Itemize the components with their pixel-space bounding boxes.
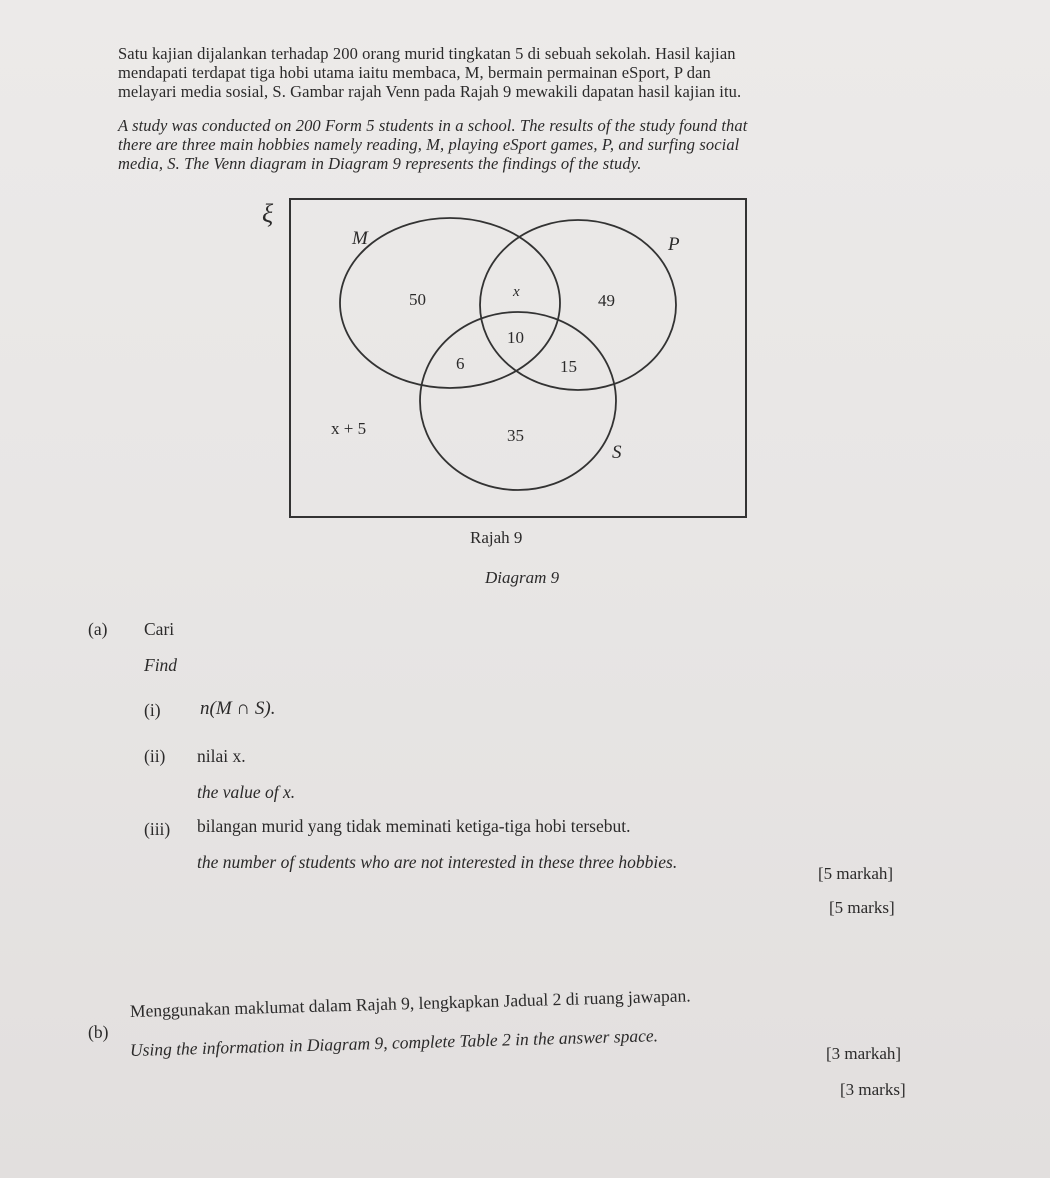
item-i-number: (i) bbox=[144, 700, 161, 720]
item-ii-text-english: the value of x. bbox=[197, 782, 296, 802]
item-iii-number: (iii) bbox=[144, 819, 171, 839]
part-b-marks-english: [3 marks] bbox=[840, 1080, 906, 1099]
part-a-label: (a) bbox=[88, 619, 108, 639]
set-p-label: P bbox=[668, 234, 680, 255]
set-m-label: M bbox=[352, 228, 368, 249]
intro-english-line: media, S. The Venn diagram in Diagram 9 represents the findings of the study. bbox=[118, 154, 642, 173]
part-b-text-malay: Menggunakan maklumat dalam Rajah 9, lengkapkan Jadual 2 di ruang jawapan. bbox=[129, 985, 691, 1021]
region-m-only: 50 bbox=[409, 290, 426, 309]
set-m-circle bbox=[340, 218, 560, 388]
region-m-p-only: x bbox=[513, 284, 520, 300]
item-ii-number: (ii) bbox=[144, 746, 166, 766]
diagram-caption-english: Diagram 9 bbox=[485, 568, 560, 587]
region-p-only: 49 bbox=[598, 291, 615, 310]
part-a-instruction-english: Find bbox=[144, 655, 178, 675]
part-b-text-english: Using the information in Diagram 9, complete Table 2 in the answer space. bbox=[129, 1025, 659, 1060]
part-a-marks-english: [5 marks] bbox=[829, 898, 895, 917]
intro-malay-line: mendapati terdapat tiga hobi utama iaitu membaca, M, bermain permainan eSport, P dan bbox=[118, 63, 711, 82]
part-b-marks-malay: [3 markah] bbox=[826, 1044, 902, 1063]
region-m-p-s: 10 bbox=[507, 328, 524, 347]
intro-malay-line: melayari media sosial, S. Gambar rajah Venn pada Rajah 9 mewakili dapatan hasil kajian itu. bbox=[118, 82, 742, 101]
region-s-only: 35 bbox=[507, 426, 524, 445]
intro-english-line: A study was conducted on 200 Form 5 students in a school. The results of the study found that bbox=[118, 116, 748, 135]
region-m-s-only: 6 bbox=[456, 354, 465, 373]
part-a-marks-malay: [5 markah] bbox=[818, 864, 894, 883]
item-iii-text-english: the number of students who are not interested in these three hobbies. bbox=[197, 852, 678, 872]
intro-english-line: there are three main hobbies namely reading, M, playing eSport games, P, and surfing social bbox=[118, 135, 740, 154]
part-b-label: (b) bbox=[88, 1022, 109, 1042]
set-s-label: S bbox=[612, 442, 622, 463]
region-p-s-only: 15 bbox=[560, 357, 577, 376]
region-outside: x + 5 bbox=[331, 419, 367, 438]
part-a-instruction-malay: Cari bbox=[144, 619, 175, 639]
item-ii-text-malay: nilai x. bbox=[197, 746, 246, 766]
diagram-caption-malay: Rajah 9 bbox=[470, 528, 523, 547]
universal-set-symbol: ξ bbox=[262, 199, 274, 228]
item-i-text: n(M ∩ S). bbox=[200, 698, 276, 719]
intro-malay-line: Satu kajian dijalankan terhadap 200 orang murid tingkatan 5 di sebuah sekolah. Hasil kajian bbox=[118, 44, 736, 63]
item-iii-text-malay: bilangan murid yang tidak meminati ketiga-tiga hobi tersebut. bbox=[197, 816, 631, 836]
set-p-circle bbox=[480, 220, 676, 390]
